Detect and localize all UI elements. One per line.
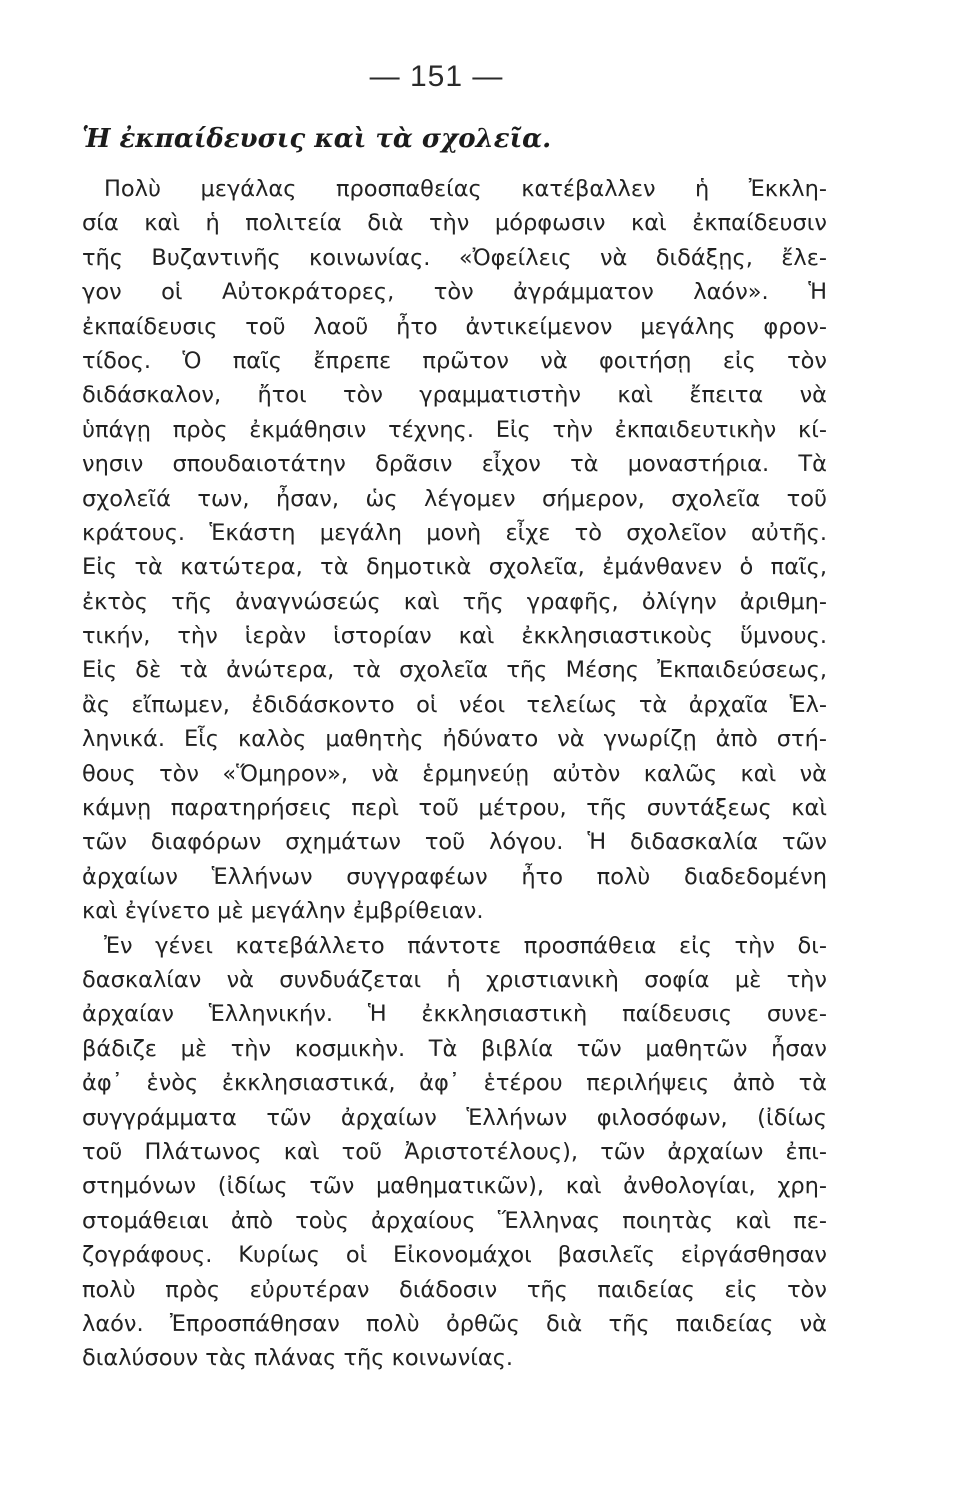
text-line: δασκαλίαν νὰ συνδυάζεται ἡ χριστιανικὴ σοφία μὲ τὴν xyxy=(82,966,827,993)
text-line: συγγράμματα τῶν ἀρχαίων Ἑλλήνων φιλοσόφων, (ἰδίως xyxy=(82,1104,827,1131)
text-line: τοῦ Πλάτωνος καὶ τοῦ Ἀριστοτέλους), τῶν ἀρχαίων ἐπι- xyxy=(82,1138,827,1165)
section-heading: Ἡ ἐκπαίδευσις καὶ τὰ σχολεῖα. xyxy=(82,124,552,154)
text-line: σχολεῖά των, ἦσαν, ὡς λέγομεν σήμερον, σχολεῖα τοῦ xyxy=(82,485,827,512)
text-line: ληνικά. Εἷς καλὸς μαθητὴς ἠδύνατο νὰ γνωρίζῃ ἀπὸ στή- xyxy=(82,726,827,753)
text-line: ἀρχαίαν Ἑλληνικήν. Ἡ ἐκκλησιαστικὴ παίδευσις συνε- xyxy=(82,1001,827,1028)
page-number: — 151 — xyxy=(369,60,504,93)
text-line: τικήν, τὴν ἱερὰν ἱστορίαν καὶ ἐκκλησιαστικοὺς ὕμνους. xyxy=(82,623,827,650)
text-line: στημόνων (ἰδίως τῶν μαθηματικῶν), καὶ ἀνθολογίαι, χρη- xyxy=(82,1173,827,1200)
text-line: κράτους. Ἑκάστη μεγάλη μονὴ εἶχε τὸ σχολεῖον αὐτῆς. xyxy=(82,519,827,546)
text-line: πολὺ πρὸς εὐρυτέραν διάδοσιν τῆς παιδείας εἰς τὸν xyxy=(82,1276,827,1303)
text-line: θους τὸν «Ὅμηρον», νὰ ἑρμηνεύῃ αὐτὸν καλῶς καὶ νὰ xyxy=(82,760,827,787)
text-line: νησιν σπουδαιοτάτην δρᾶσιν εἶχον τὰ μοναστήρια. Τὰ xyxy=(82,451,827,478)
text-line: γον οἱ Αὐτοκράτορες, τὸν ἀγράμματον λαόν». Ἡ xyxy=(82,279,827,306)
text-line: τῆς Βυζαντινῆς κοινωνίας. «Ὀφείλεις νὰ διδάξῃς, ἔλε- xyxy=(82,244,827,271)
text-line: Ἐν γένει κατεβάλλετο πάντοτε προσπάθεια εἰς τὴν δι- xyxy=(104,932,827,959)
text-line: κάμνῃ παρατηρήσεις περὶ τοῦ μέτρου, τῆς συντάξεως καὶ xyxy=(82,795,827,822)
text-line: ἐκτὸς τῆς ἀναγνώσεώς καὶ τῆς γραφῆς, ὀλίγην ἀριθμη- xyxy=(82,588,827,615)
text-line: ἀφ᾽ ἑνὸς ἐκκλησιαστικά, ἀφ᾽ ἑτέρου περιλήψεις ἀπὸ τὰ xyxy=(82,1070,827,1097)
text-line: σία καὶ ἡ πολιτεία διὰ τὴν μόρφωσιν καὶ ἐκπαίδευσιν xyxy=(82,210,827,237)
text-line: τίδος. Ὁ παῖς ἔπρεπε πρῶτον νὰ φοιτήσῃ εἰς τὸν xyxy=(82,347,827,374)
text-line: τῶν διαφόρων σχημάτων τοῦ λόγου. Ἡ διδασκαλία τῶν xyxy=(82,829,827,856)
text-line: βάδιζε μὲ τὴν κοσμικὴν. Τὰ βιβλία τῶν μαθητῶν ἦσαν xyxy=(82,1035,827,1062)
text-line: καὶ ἐγίνετο μὲ μεγάλην ἐμβρίθειαν. xyxy=(82,898,484,925)
text-line: λαόν. Ἐπροσπάθησαν πολὺ ὀρθῶς διὰ τῆς παιδείας νὰ xyxy=(82,1310,827,1337)
text-line: στομάθειαι ἀπὸ τοὺς ἀρχαίους Ἕλληνας ποιητὰς καὶ πε- xyxy=(82,1207,827,1234)
text-line: διδάσκαλον, ἤτοι τὸν γραμματιστὴν καὶ ἔπειτα νὰ xyxy=(82,382,827,409)
text-line: Πολὺ μεγάλας προσπαθείας κατέβαλλεν ἡ Ἐκκλη- xyxy=(104,176,827,202)
text-line: ἐκπαίδευσις τοῦ λαοῦ ἦτο ἀντικείμενον μεγάλης φρον- xyxy=(82,313,827,340)
text-line: ἂς εἴπωμεν, ἐδιδάσκοντο οἱ νέοι τελείως τὰ ἀρχαῖα Ἑλ- xyxy=(82,691,827,718)
text-line: ζογράφους. Κυρίως οἱ Εἰκονομάχοι βασιλεῖς εἰργάσθησαν xyxy=(82,1242,827,1269)
text-line: Εἰς δὲ τὰ ἀνώτερα, τὰ σχολεῖα τῆς Μέσης Ἐκπαιδεύσεως, xyxy=(82,657,827,684)
text-line: ἀρχαίων Ἑλλήνων συγγραφέων ἦτο πολὺ διαδεδομένη xyxy=(82,863,827,890)
text-line: διαλύσουν τὰς πλάνας τῆς κοινωνίας. xyxy=(82,1345,514,1372)
text-line: Εἰς τὰ κατώτερα, τὰ δημοτικὰ σχολεῖα, ἐμάνθανεν ὁ παῖς, xyxy=(82,554,827,581)
body-text xyxy=(82,172,827,1376)
text-line: ὑπάγῃ πρὸς ἐκμάθησιν τέχνης. Εἰς τὴν ἐκπαιδευτικὴν κί- xyxy=(82,416,827,443)
